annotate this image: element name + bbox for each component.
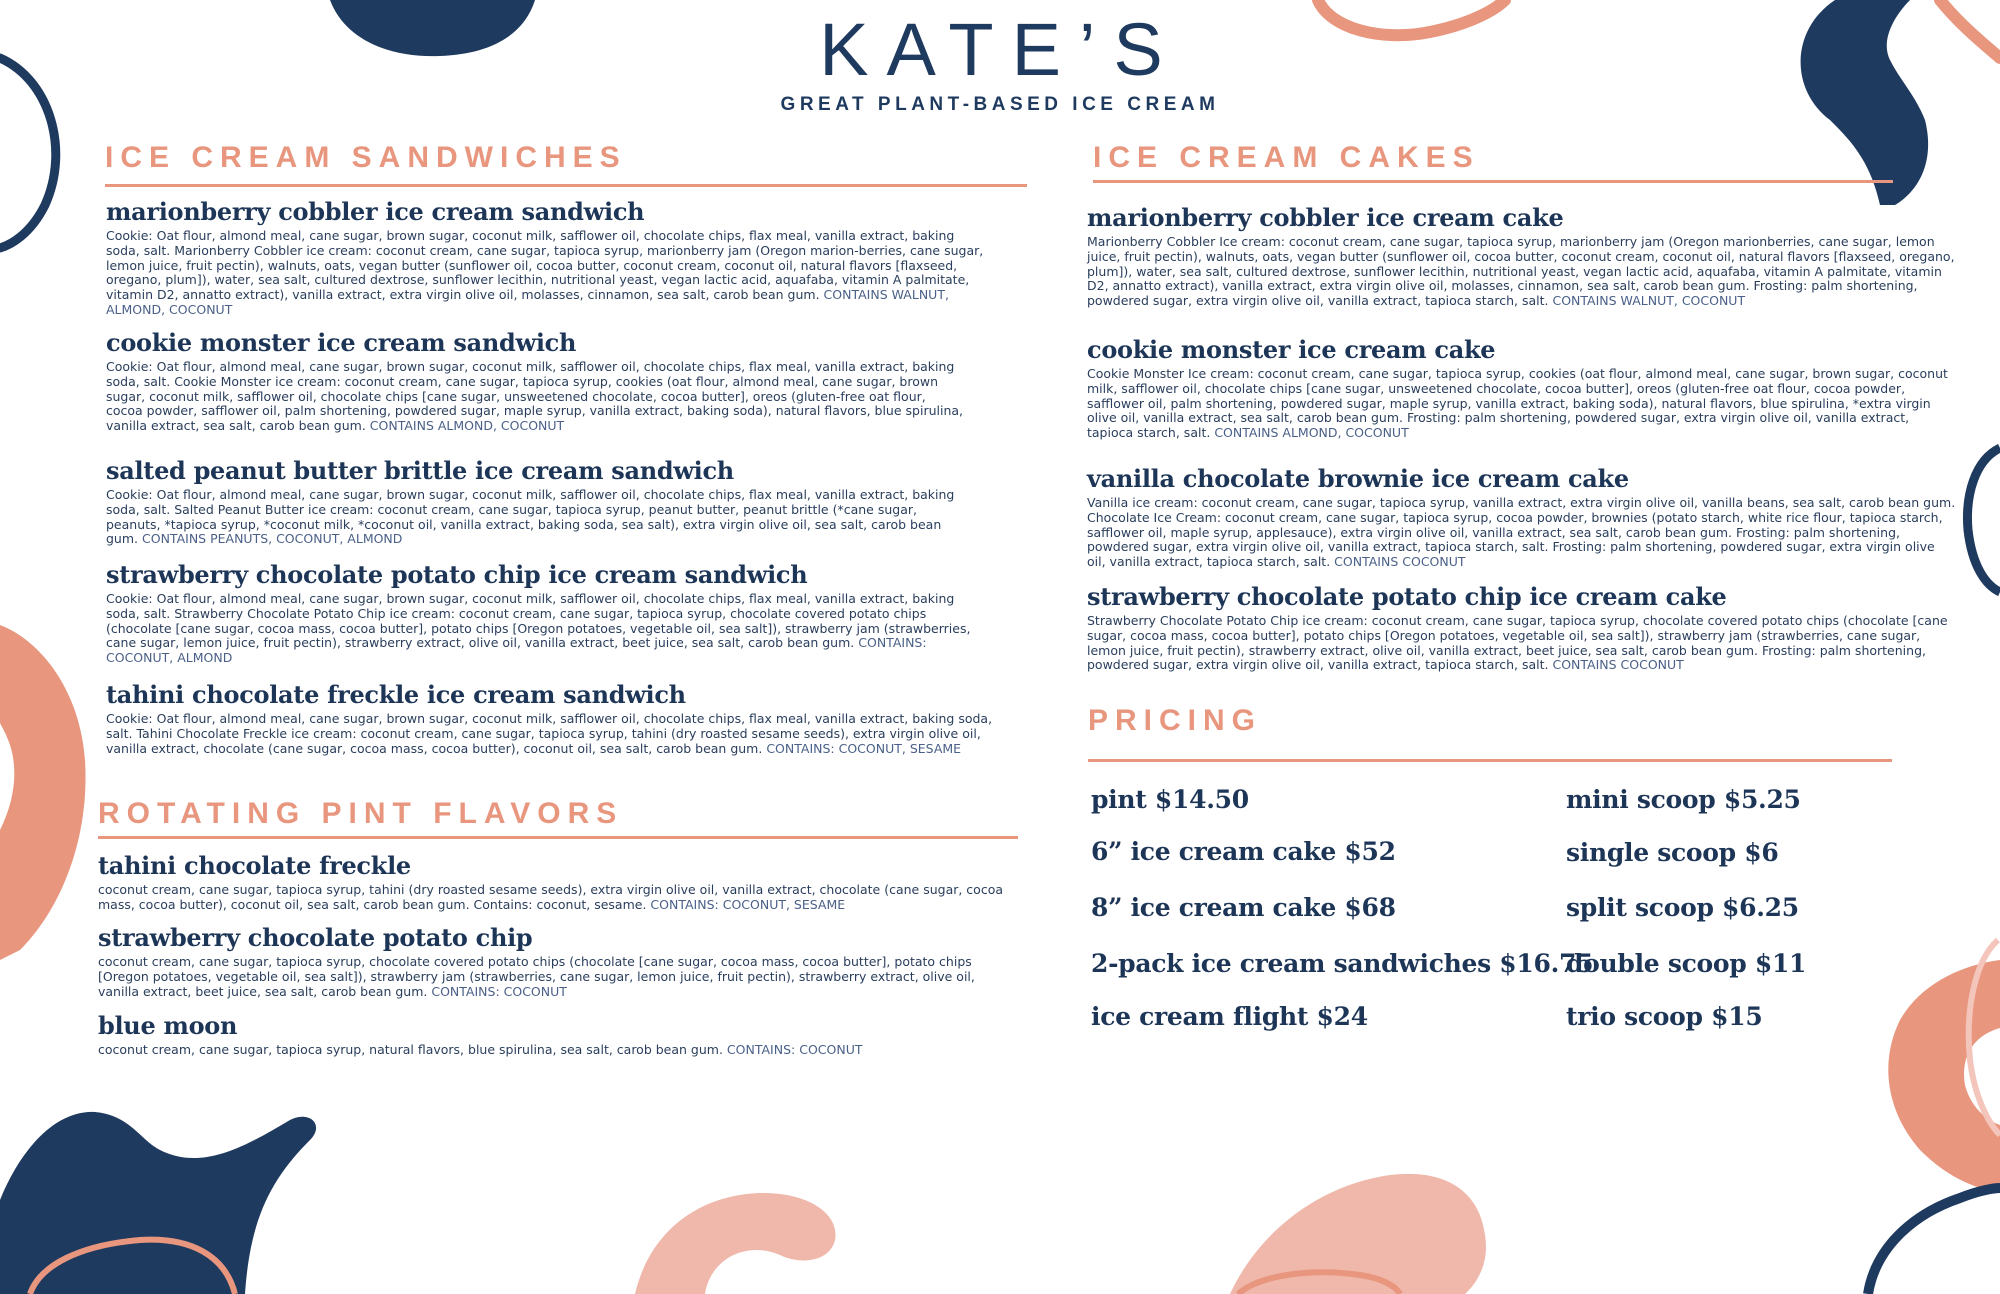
navy-arc-bottom-right — [1868, 1188, 2000, 1294]
item-name: salted peanut butter brittle ice cream sandwich — [106, 456, 734, 485]
price-item: pint $14.50 — [1091, 785, 1249, 814]
section-divider — [1093, 180, 1893, 183]
section-divider — [98, 836, 1018, 839]
section-divider — [105, 184, 1027, 187]
section-divider — [1088, 759, 1892, 762]
price-item: 8” ice cream cake $68 — [1091, 893, 1396, 922]
menu-item — [98, 851, 1008, 913]
pink-blob-bottom-center — [635, 1193, 836, 1294]
section-title-cakes: ICE CREAM CAKES — [1093, 141, 1480, 174]
item-name: cookie monster ice cream sandwich — [106, 328, 577, 357]
item-ingredients: coconut cream, cane sugar, tapioca syrup, tahini (dry roasted sesame seeds), extra virgin olive oil, vanilla extract, chocolate (cane sugar, cocoa mass, cocoa butter), coconut oil, sea salt, carob bean gum. Contains: coconut, sesame. — [98, 882, 1004, 912]
coral-arc-bottom-right — [1238, 1272, 1400, 1294]
item-ingredients: Vanilla ice cream: coconut cream, cane sugar, tapioca syrup, vanilla extract, extra virgin olive oil, vanilla beans, sea salt, carob bean gum. Chocolate Ice Cream: coconut cream, cane sugar, tapioca syrup, cocoa powder, brownies (potato starch, white rice flour, tapioca starch, safflower oil, maple syrup, applesauce), extra virgin olive oil, vanilla extract, sea salt, carob bean gum. Frosting: palm shortening, powdered sugar, extra virgin olive oil, vanilla extract, tapioca starch, salt. Frosting: palm shortening, powdered sugar, extra virgin olive oil, vanilla extract, tapioca starch, salt. — [1087, 495, 1956, 570]
item-description — [98, 1043, 1008, 1058]
item-allergens: CONTAINS: COCONUT — [726, 1042, 863, 1057]
price-item: trio scoop $15 — [1566, 1002, 1763, 1031]
item-name: cookie monster ice cream cake — [1087, 335, 1496, 364]
menu-item — [106, 456, 966, 547]
item-ingredients: coconut cream, cane sugar, tapioca syrup, natural flavors, blue spirulina, sea salt, carob bean gum. — [98, 1042, 723, 1057]
item-name: strawberry chocolate potato chip ice cream cake — [1087, 582, 1727, 611]
item-allergens: CONTAINS WALNUT, COCONUT — [1552, 293, 1746, 309]
item-description — [106, 712, 1006, 756]
item-description — [106, 360, 966, 434]
coral-ring-left — [0, 625, 86, 960]
menu-item — [106, 560, 986, 666]
menu-item — [106, 197, 986, 318]
item-ingredients: coconut cream, cane sugar, tapioca syrup, chocolate covered potato chips (chocolate [cane sugar, cocoa mass, cocoa butter], potato chips [Oregon potatoes, vegetable oil, sea salt]), strawberry jam (strawberries, cane sugar, lemon juice, fruit pectin), strawberry extract, olive oil, vanilla extract, beet juice, sea salt, carob bean gum. — [98, 954, 975, 999]
pink-blob-bottom-right — [1230, 1174, 1486, 1294]
navy-arc-right — [1967, 448, 2000, 592]
item-name: tahini chocolate freckle ice cream sandwich — [106, 680, 686, 709]
coral-arc-bottom-left — [30, 1240, 235, 1294]
item-ingredients: Cookie: Oat flour, almond meal, cane sugar, brown sugar, coconut milk, safflower oil, chocolate chips, flax meal, vanilla extract, baking soda, salt. Marionberry Cobbler ice cream: coconut cream, cane sugar, tapioca syrup, marionberry jam (Oregon marion-berries, cane sugar, lemon juice, fruit pectin), walnuts, oats, vegan butter (sunflower oil, cocoa butter, coconut cream, coconut oil, natural flavors [flaxseed, oregano, plum]), water, sea salt, cultured dextrose, sunflower lecithin, nutritional yeast, vegan lactic acid, aquafaba, vitamin A palmitate, vitamin D2, annatto extract), vanilla extract, extra virgin olive oil, molasses, cinnamon, sea salt, carob bean gum. — [106, 228, 984, 303]
item-name: strawberry chocolate potato chip — [98, 923, 533, 952]
item-name: marionberry cobbler ice cream sandwich — [106, 197, 645, 226]
item-allergens: CONTAINS COCONUT — [1334, 554, 1466, 570]
item-allergens: CONTAINS COCONUT — [1552, 657, 1684, 673]
item-allergens: CONTAINS: COCONUT — [431, 983, 567, 999]
item-name: blue moon — [98, 1011, 238, 1040]
item-description — [106, 592, 986, 666]
section-title-sandwiches: ICE CREAM SANDWICHES — [105, 141, 627, 174]
item-allergens: CONTAINS: COCONUT, SESAME — [766, 740, 962, 756]
menu-item — [106, 328, 966, 434]
menu-item — [1087, 582, 1957, 673]
item-ingredients: Cookie: Oat flour, almond meal, cane sugar, brown sugar, coconut milk, safflower oil, chocolate chips, flax meal, vanilla extract, baking soda, salt. Tahini Chocolate Freckle ice cream: coconut cream, cane sugar, tapioca syrup, tahini (dry roasted sesame seeds), extra virgin olive oil, vanilla extract, chocolate (cane sugar, cocoa mass, cocoa butter), coconut oil, sea salt, carob bean gum. — [106, 711, 993, 756]
item-name: vanilla chocolate brownie ice cream cake — [1087, 464, 1629, 493]
item-allergens: CONTAINS: COCONUT, SESAME — [650, 896, 846, 912]
item-description — [1087, 235, 1957, 309]
item-description — [1087, 614, 1957, 673]
item-description — [98, 883, 1008, 913]
item-ingredients: Cookie: Oat flour, almond meal, cane sugar, brown sugar, coconut milk, safflower oil, chocolate chips, flax meal, vanilla extract, baking soda, salt. Salted Peanut Butter ice cream: coconut cream, cane sugar, tapioca syrup, peanut butter, peanut brittle (*cane sugar, peanuts, *tapioca syrup, *coconut milk, *coconut oil, vanilla extract, baking soda, sea salt), extra virgin olive oil, sea salt, carob bean gum. — [106, 487, 955, 547]
item-allergens: CONTAINS WALNUT, ALMOND, COCONUT — [106, 287, 949, 317]
item-description — [1087, 367, 1957, 441]
item-allergens: CONTAINS: COCONUT, ALMOND — [106, 635, 927, 666]
price-item: 2-pack ice cream sandwiches $16.75 — [1091, 949, 1594, 978]
item-ingredients: Strawberry Chocolate Potato Chip ice cream: coconut cream, cane sugar, tapioca syrup, chocolate covered potato chips (chocolate [cane sugar, cocoa mass, cocoa butter], potato chips [Oregon potatoes, vegetable oil, sea salt]), strawberry jam (strawberries, cane sugar, lemon juice, fruit pectin), strawberry extract, olive oil, vanilla extract, beet juice, sea salt, carob bean gum. Frosting: palm shortening, powdered sugar, extra virgin olive oil, vanilla extract, tapioca starch, salt. — [1087, 613, 1948, 673]
menu-item — [1087, 464, 1957, 570]
price-item: single scoop $6 — [1566, 838, 1779, 867]
menu-item — [106, 680, 1006, 756]
price-item: double scoop $11 — [1566, 949, 1807, 978]
item-description — [106, 488, 966, 547]
section-title-pricing: PRICING — [1088, 704, 1263, 737]
item-name: strawberry chocolate potato chip ice cream sandwich — [106, 560, 808, 589]
menu-item — [1087, 335, 1957, 441]
price-item: 6” ice cream cake $52 — [1091, 837, 1396, 866]
item-ingredients: Cookie Monster Ice cream: coconut cream, cane sugar, tapioca syrup, cookies (oat flour, almond meal, cane sugar, brown sugar, coconut milk, safflower oil, chocolate chips [cane sugar, unsweetened chocolate, cocoa butter], oreos (gluten-free oat flour, cocoa powder, safflower oil, palm shortening, powdered sugar, maple syrup, vanilla extract, baking soda), natural flavors, blue spirulina, *extra virgin olive oil, vanilla extract, sea salt, carob bean gum. Frosting: palm shortening, powdered sugar, extra virgin olive oil, vanilla extract, tapioca starch, salt. — [1087, 366, 1948, 441]
brand-logo: KATE’S — [819, 8, 1181, 91]
brand-tagline: GREAT PLANT-BASED ICE CREAM — [780, 94, 1220, 115]
menu-item — [98, 923, 1008, 999]
item-allergens: CONTAINS ALMOND, COCONUT — [369, 418, 565, 434]
price-item: mini scoop $5.25 — [1566, 785, 1801, 814]
item-description — [98, 955, 1008, 999]
item-name: marionberry cobbler ice cream cake — [1087, 203, 1564, 232]
item-allergens: CONTAINS ALMOND, COCONUT — [1214, 425, 1409, 441]
section-title-rotating: ROTATING PINT FLAVORS — [98, 797, 624, 830]
item-description — [106, 229, 986, 318]
menu-item — [98, 1011, 1008, 1058]
item-description — [1087, 496, 1957, 570]
item-allergens: CONTAINS PEANUTS, COCONUT, ALMOND — [142, 531, 403, 547]
pink-stroke-right — [1969, 940, 2000, 1135]
price-item: ice cream flight $24 — [1091, 1002, 1368, 1031]
menu-item — [1087, 203, 1957, 309]
coral-ring-right — [1888, 960, 2000, 1192]
navy-brush-bottom-left — [0, 1112, 316, 1294]
item-ingredients: Cookie: Oat flour, almond meal, cane sugar, brown sugar, coconut milk, safflower oil, chocolate chips, flax meal, vanilla extract, baking soda, salt. Strawberry Chocolate Potato Chip ice cream: coconut cream, cane sugar, tapioca syrup, chocolate covered potato chips (chocolate [cane sugar, cocoa mass, cocoa butter], potato chips [Oregon potatoes, vegetable oil, sea salt]), strawberry jam (strawberries, cane sugar, lemon juice, fruit pectin), strawberry extract, olive oil, vanilla extract, beet juice, sea salt, carob bean gum. — [106, 591, 971, 651]
item-name: tahini chocolate freckle — [98, 851, 411, 880]
price-item: split scoop $6.25 — [1566, 893, 1799, 922]
item-ingredients: Marionberry Cobbler Ice cream: coconut cream, cane sugar, tapioca syrup, marionberry jam (Oregon marionberries, cane sugar, lemon juice, fruit pectin), walnuts, oats, vegan butter (sunflower oil, cocoa butter, coconut cream, coconut oil, natural flavors [flaxseed, oregano, plum]), water, sea salt, cultured dextrose, sunflower lecithin, nutritional yeast, vegan lactic acid, aquafaba, vitamin A palmitate, vitamin D2, annatto extract), vanilla extract, extra virgin olive oil, molasses, cinnamon, sea salt, carob bean gum. Frosting: palm shortening, powdered sugar, extra virgin olive oil, vanilla extract, tapioca starch, salt. — [1087, 234, 1955, 309]
item-ingredients: Cookie: Oat flour, almond meal, cane sugar, brown sugar, coconut milk, safflower oil, chocolate chips, flax meal, vanilla extract, baking soda, salt. Cookie Monster ice cream: coconut cream, cane sugar, tapioca syrup, cookies (oat flour, almond meal, cane sugar, brown sugar, coconut milk, safflower oil, chocolate chips [cane sugar, unsweetened chocolate, cocoa butter], oreos (gluten-free oat flour, cocoa powder, safflower oil, palm shortening, powdered sugar, maple syrup, vanilla extract, baking soda), natural flavors, blue spirulina, vanilla extract, sea salt, carob bean gum. — [106, 359, 964, 434]
